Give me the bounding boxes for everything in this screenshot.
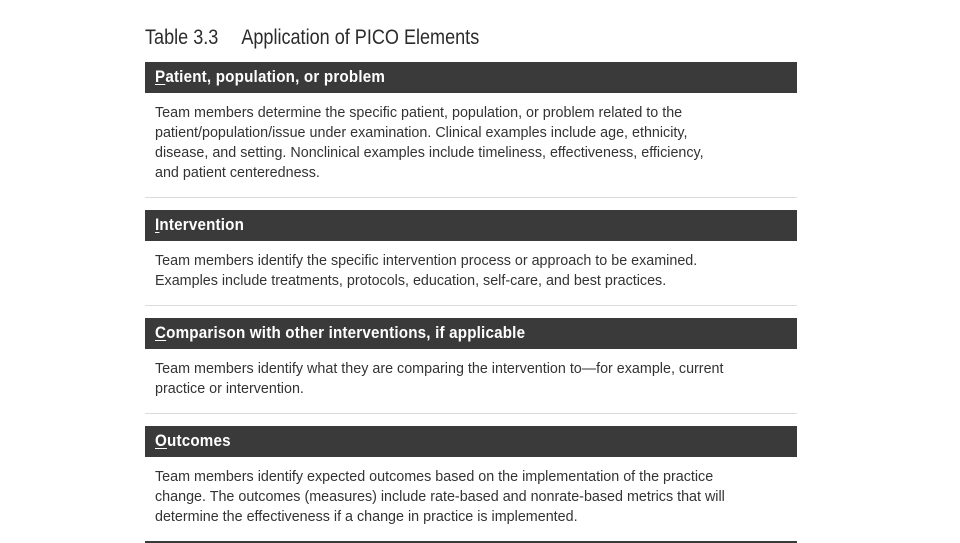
body-line: practice or intervention. xyxy=(155,380,304,397)
row-header-label: atient, population, or problem xyxy=(165,68,386,86)
row-header-initial: O xyxy=(155,432,168,450)
row-header-initial: P xyxy=(155,68,166,86)
body-line: Team members identify what they are comparing the intervention to—for example, current xyxy=(155,360,724,377)
row-header-patient xyxy=(145,62,797,93)
table-title: Application of PICO Elements xyxy=(241,26,480,49)
row-header-label: omparison with other interventions, if applicable xyxy=(166,324,526,342)
row-body-outcomes xyxy=(145,457,797,541)
body-line: Examples include treatments, protocols, education, self-care, and best practices. xyxy=(155,272,667,289)
row-header-initial: I xyxy=(155,216,160,234)
body-line: Team members determine the specific patient, population, or problem related to the xyxy=(155,104,683,121)
row-header-label: utcomes xyxy=(167,432,231,450)
row-header-outcomes xyxy=(145,426,797,457)
body-line: determine the effectiveness if a change in practice is implemented. xyxy=(155,508,578,525)
row-header-initial: C xyxy=(155,324,167,342)
body-line: patient/population/issue under examination. Clinical examples include age, ethnicity, xyxy=(155,124,688,141)
row-body-patient xyxy=(145,93,797,198)
body-line: Team members identify expected outcomes based on the implementation of the practice xyxy=(155,468,714,485)
table-rows xyxy=(145,62,797,543)
table-number: Table 3.3 xyxy=(145,26,219,49)
row-body-intervention xyxy=(145,241,797,306)
body-line: disease, and setting. Nonclinical examples include timeliness, effectiveness, efficiency, xyxy=(155,144,704,161)
row-header-comparison xyxy=(145,318,797,349)
row-header-label: ntervention xyxy=(159,216,245,234)
table-caption xyxy=(145,22,706,54)
row-header-intervention xyxy=(145,210,797,241)
row-body-comparison xyxy=(145,349,797,414)
body-line: Team members identify the specific intervention process or approach to be examined. xyxy=(155,252,698,269)
body-line: and patient centeredness. xyxy=(155,164,320,181)
body-line: change. The outcomes (measures) include rate-based and nonrate-based metrics that will xyxy=(155,488,725,505)
pico-table xyxy=(145,22,797,543)
